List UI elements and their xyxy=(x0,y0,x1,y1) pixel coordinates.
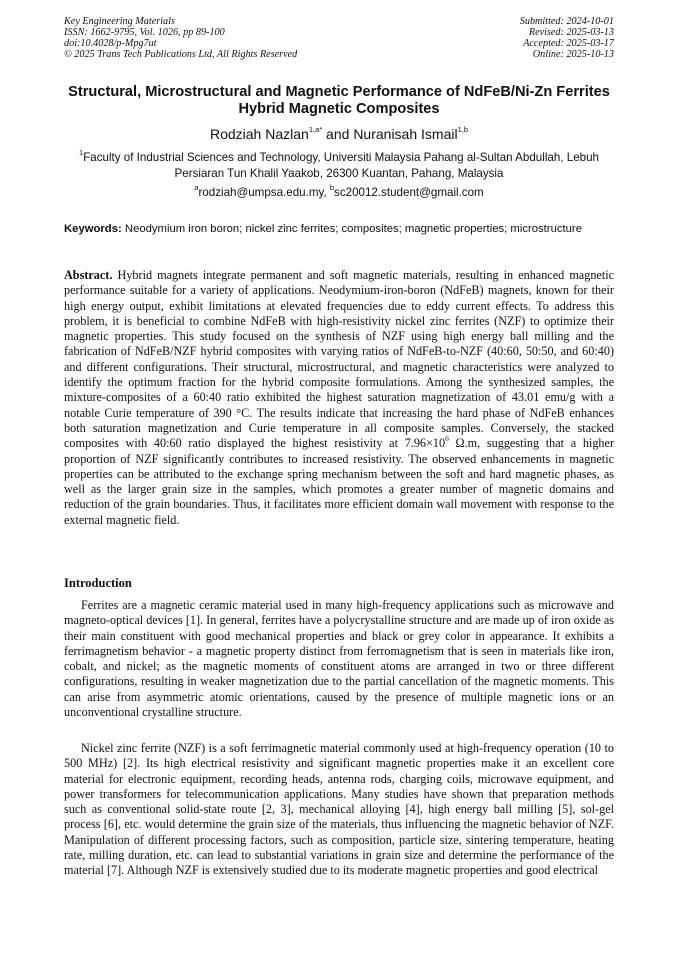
keywords-text: Neodymium iron boron; nickel zinc ferrites; composites; magnetic properties; microstructure xyxy=(121,223,582,235)
abstract-label: Abstract. xyxy=(64,268,113,282)
paragraph: Ferrites are a magnetic ceramic material used in many high-frequency applications such as microwave and magneto-optical devices [1]. In general, ferrites have a polycrystalline structure and are made up of iron oxide as their main constituent with good mechanical properties and black or grey color in appearance. It exhibits a ferrimagnetism behavior - a magnetic property distinct from ferromagnetism that is seen in materials like iron, cobalt, and nickel; as the magnetic moments of constituent atoms are arranged in two or three different configurations, resulting in weaker magnetization due to the partial cancellation of the magnetic moments. This can arise from asymmetric atomic orientations, caused by the presence of multiple magnetic ions or an unconventional crystalline structure. xyxy=(64,598,614,720)
email-address[interactable]: rodziah@umpsa.edu.my, xyxy=(198,186,330,199)
author-name: Nuranisah Ismail xyxy=(353,126,458,142)
submitted-date: Submitted: 2024-10-01 xyxy=(519,16,614,27)
exponent: 6 xyxy=(445,434,449,444)
journal-name: Key Engineering Materials xyxy=(64,16,175,27)
abstract-text-continued: Ω.m, suggesting that a higher proportion of NZF significantly contributes to increased resistivity. The observed enhancements in magnetic properties can be attributed to the exchange spring mechanism between the soft and hard magnetic phases, as well as the larger grain size in the samples, which promotes a greater number of magnetic domains and reduction of the grain boundaries. Thus, it facilitates more efficient domain wall movement with response to the external magnetic field. xyxy=(64,436,614,527)
affiliation-mark: 1 xyxy=(79,148,84,158)
affiliation-text: Faculty of Industrial Sciences and Technology, Universiti Malaysia Pahang al-Sultan Abdullah, Lebuh Persiaran Tun Khalil Yaakob, 26300 Kuantan, Pahang, Malaysia xyxy=(83,151,599,180)
keywords xyxy=(64,222,614,236)
email-mark: a xyxy=(194,183,199,193)
journal-info xyxy=(64,16,297,60)
abstract-text: Hybrid magnets integrate permanent and soft magnetic materials, resulting in enhanced magnetic performance suitable for a variety of applications. Neodymium-iron-boron (NdFeB) magnets, known for their high energy output, exhibit limitations at elevated frequencies due to eddy current effects. To address this problem, it is beneficial to combine NdFeB with high-resistivity nickel zinc ferrites (NZF) to optimize their magnetic properties. This study focused on the synthesis of NZF using high energy ball milling and the fabrication of NdFeB/NZF hybrid composites with varying ratios of NdFeB-to-NZF (40:60, 50:50, and 60:40) and different configurations. Their structural, microstructural, and magnetic characteristics were analyzed to identify the optimum fraction for the hybrid composite formulations. Among the synthesized samples, the mixture-composites of a 60:40 ratio exhibited the highest saturation magnetization of 43.01 emu/g with a notable Curie temperature of 390 °C. The results indicate that increasing the hard phase of NdFeB enhances both saturation magnetization and Curie temperature in all composite samples. Conversely, the stacked composites with 40:60 ratio displayed the highest resistivity at 7.96×10 xyxy=(64,268,614,451)
issn-volume: ISSN: 1662-9795, Vol. 1026, pp 89-100 xyxy=(64,27,225,38)
abstract xyxy=(64,268,614,528)
section-heading-introduction: Introduction xyxy=(64,576,132,590)
revised-date: Revised: 2025-03-13 xyxy=(528,27,614,38)
affiliation xyxy=(64,150,614,181)
author-emails xyxy=(64,185,614,200)
paper-title: Structural, Microstructural and Magnetic Performance of NdFeB/Ni-Zn Ferrites Hybrid Magnetic Composites xyxy=(68,84,610,117)
online-date: Online: 2025-10-13 xyxy=(532,49,614,60)
email-mark: b xyxy=(329,183,335,193)
doi[interactable]: doi:10.4028/p-Mpg7ut xyxy=(64,38,157,49)
paragraph: Nickel zinc ferrite (NZF) is a soft ferrimagnetic material commonly used at high-frequency operation (10 to 500 MHz) [2]. Its high electrical resistivity and significant magnetic properties make it an excellent core material for electronic equipment, recording heads, antenna rods, charging coils, microwave equipment, and power transformers for telecommunication applications. Many studies have shown that preparation methods such as conventional solid-state route [2, 3], mechanical alloying [4], high energy ball milling [5], sol-gel process [6], etc. would determine the grain size of the materials, thus influencing the magnetic behavior of NZF. Manipulation of different processing factors, such as composition, particle size, sintering temperature, heating rate, milling duration, etc. can lead to substantial variations in grain size and determine the performance of the material [7]. Although NZF is extensively studied due to its moderate magnetic properties and good electrical xyxy=(64,741,614,878)
email-address[interactable]: sc20012.student@gmail.com xyxy=(334,186,484,199)
keywords-label: Keywords: xyxy=(64,223,122,235)
author-affiliation-mark: 1,a* xyxy=(308,125,323,135)
publication-dates xyxy=(520,16,614,60)
author-affiliation-mark: 1,b xyxy=(457,125,469,135)
copyright: © 2025 Trans Tech Publications Ltd, All Rights Reserved xyxy=(64,49,298,60)
author-name: Rodziah Nazlan xyxy=(209,126,309,142)
accepted-date: Accepted: 2025-03-17 xyxy=(523,38,614,49)
author-list xyxy=(64,126,614,142)
author-conjunction: and xyxy=(322,126,354,142)
